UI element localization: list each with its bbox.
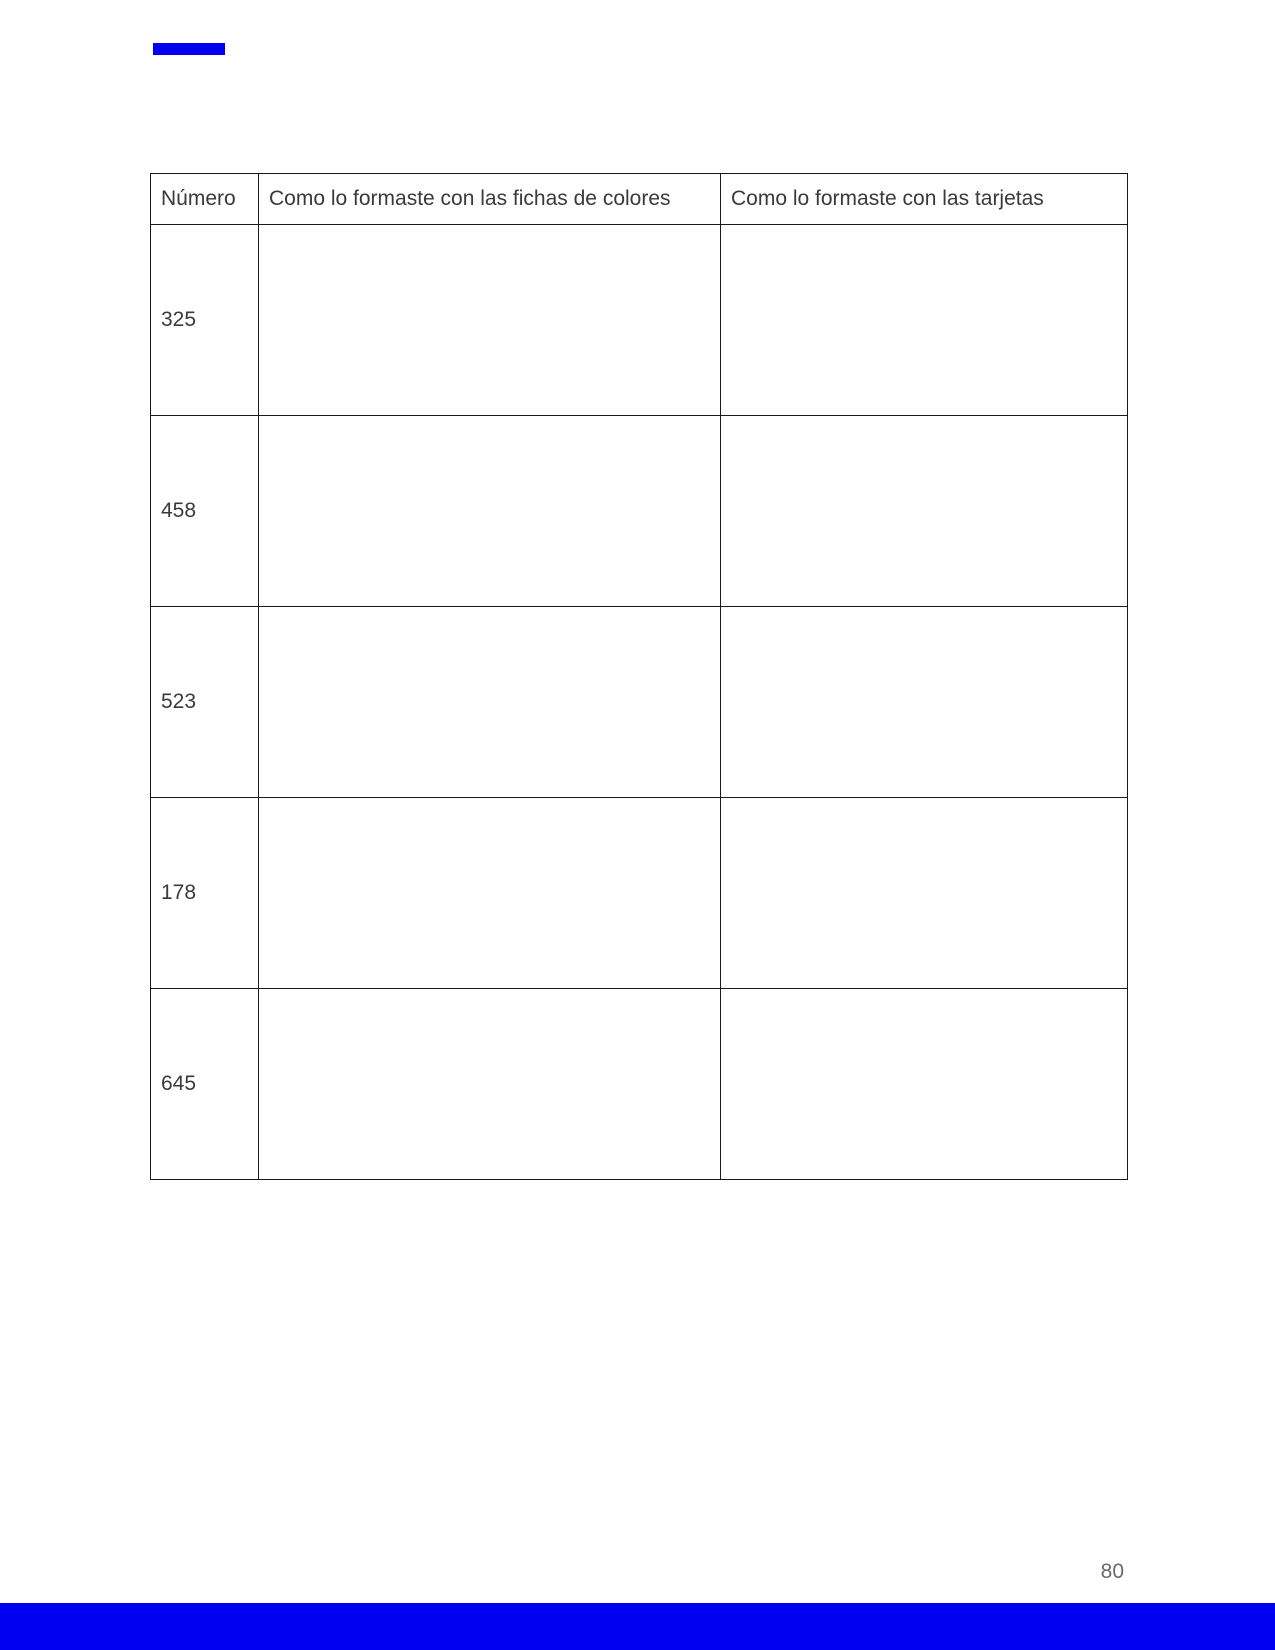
header-fichas-de-colores: Como lo formaste con las fichas de colores bbox=[259, 174, 721, 225]
number-cell: 325 bbox=[151, 225, 259, 416]
number-cell: 178 bbox=[151, 798, 259, 989]
number-cell: 523 bbox=[151, 607, 259, 798]
worksheet-table bbox=[150, 173, 1128, 1180]
tarjetas-answer-cell[interactable] bbox=[721, 798, 1128, 989]
fichas-answer-cell[interactable] bbox=[259, 607, 721, 798]
fichas-answer-cell[interactable] bbox=[259, 798, 721, 989]
number-cell: 458 bbox=[151, 416, 259, 607]
page-number: 80 bbox=[1100, 1560, 1124, 1583]
table-row bbox=[151, 989, 1128, 1180]
table-row bbox=[151, 798, 1128, 989]
fichas-answer-cell[interactable] bbox=[259, 416, 721, 607]
tarjetas-answer-cell[interactable] bbox=[721, 607, 1128, 798]
header-tarjetas: Como lo formaste con las tarjetas bbox=[721, 174, 1128, 225]
tarjetas-answer-cell[interactable] bbox=[721, 225, 1128, 416]
header-numero: Número bbox=[151, 174, 259, 225]
table-row bbox=[151, 225, 1128, 416]
fichas-answer-cell[interactable] bbox=[259, 225, 721, 416]
fichas-answer-cell[interactable] bbox=[259, 989, 721, 1180]
header-accent-bar bbox=[153, 43, 225, 55]
footer-accent-bar bbox=[0, 1603, 1275, 1650]
tarjetas-answer-cell[interactable] bbox=[721, 989, 1128, 1180]
table-row bbox=[151, 416, 1128, 607]
table-header-row bbox=[151, 174, 1128, 225]
table-row bbox=[151, 607, 1128, 798]
number-cell: 645 bbox=[151, 989, 259, 1180]
tarjetas-answer-cell[interactable] bbox=[721, 416, 1128, 607]
